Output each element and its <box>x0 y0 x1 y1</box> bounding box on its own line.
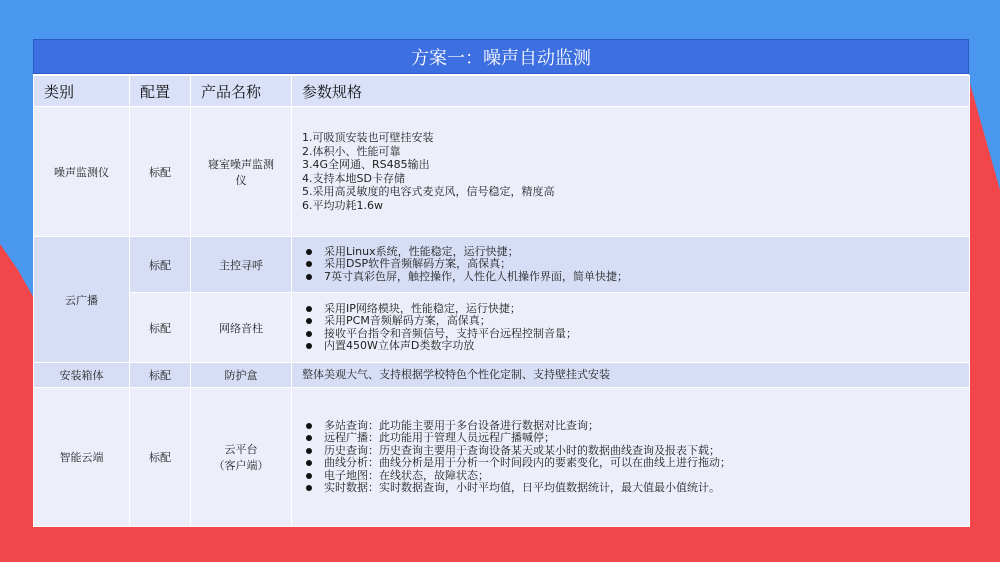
cell-category: 智能云端 <box>34 388 130 527</box>
header-config: 配置 <box>130 76 191 107</box>
cell-specs <box>292 388 970 527</box>
cell-product: 主控寻呼 <box>191 237 292 293</box>
spec-bullet: 实时数据：实时数据查询，小时平均值，日平均值数据统计，最大值最小值统计。 <box>302 482 959 495</box>
table-row <box>34 237 970 293</box>
content-card <box>33 39 969 526</box>
table-row <box>34 388 970 527</box>
spec-bullet: 曲线分析：曲线分析是用于分析一个时间段内的要素变化，可以在曲线上进行拖动； <box>302 457 959 470</box>
spec-line: 2.体积小、性能可靠 <box>302 144 401 158</box>
cell-specs: 整体美观大气、支持根据学校特色个性化定制、支持壁挂式安装 <box>292 363 970 388</box>
spec-bullet: 多站查询：此功能主要用于多台设备进行数据对比查询； <box>302 420 959 433</box>
cell-category: 噪声监测仪 <box>34 107 130 237</box>
cell-specs <box>292 237 970 293</box>
spec-bullet: 采用IP网络模块，性能稳定，运行快捷； <box>302 303 959 316</box>
spec-line: 6.平均功耗1.6w <box>302 198 383 212</box>
spec-bullet: 历史查询：历史查询主要用于查询设备某天或某小时的数据曲线查询及报表下载； <box>302 445 959 458</box>
cell-product <box>191 388 292 527</box>
product-line: 云平台 <box>224 443 258 456</box>
spec-bullet: 采用Linux系统，性能稳定，运行快捷； <box>302 246 959 259</box>
spec-line: 5.采用高灵敏度的电容式麦克风，信号稳定，精度高 <box>302 185 555 198</box>
spec-bullet: 采用PCM音频解码方案，高保真； <box>302 315 959 328</box>
spec-bullet: 7英寸真彩色屏，触控操作，人性化人机操作界面，简单快捷； <box>302 271 959 284</box>
header-category: 类别 <box>34 76 130 107</box>
spec-bullet: 电子地图：在线状态，故障状态； <box>302 470 959 483</box>
table-row <box>34 363 970 388</box>
cell-config: 标配 <box>130 237 191 293</box>
table-row <box>34 107 970 237</box>
spec-bullet: 采用DSP软件音频解码方案，高保真； <box>302 258 959 271</box>
cell-product: 防护盒 <box>191 363 292 388</box>
spec-bullet: 内置450W立体声D类数字功放 <box>302 340 959 353</box>
cell-config: 标配 <box>130 293 191 363</box>
spec-bullet: 远程广播：此功能用于管理人员远程广播喊停； <box>302 432 959 445</box>
header-product: 产品名称 <box>191 76 292 107</box>
spec-line: 4.支持本地SD卡存储 <box>302 171 405 185</box>
slide-title: 方案一：噪声自动监测 <box>33 39 969 74</box>
cell-config: 标配 <box>130 363 191 388</box>
cell-category: 安装箱体 <box>34 363 130 388</box>
cell-product: 网络音柱 <box>191 293 292 363</box>
spec-line: 1.可吸顶安装也可壁挂安装 <box>302 131 434 144</box>
spec-table <box>33 75 970 527</box>
cell-config: 标配 <box>130 107 191 237</box>
cell-specs <box>292 107 970 237</box>
table-header-row <box>34 76 970 107</box>
cell-product: 寝室噪声监测仪 <box>191 107 292 237</box>
table-row <box>34 293 970 363</box>
cell-category: 云广播 <box>34 237 130 363</box>
product-line: （客户端） <box>213 459 269 472</box>
cell-specs <box>292 293 970 363</box>
spec-line: 3.4G全网通、RS485输出 <box>302 158 430 171</box>
spec-bullet: 接收平台指令和音频信号，支持平台远程控制音量； <box>302 328 959 341</box>
header-specs: 参数规格 <box>292 76 970 107</box>
cell-config: 标配 <box>130 388 191 527</box>
